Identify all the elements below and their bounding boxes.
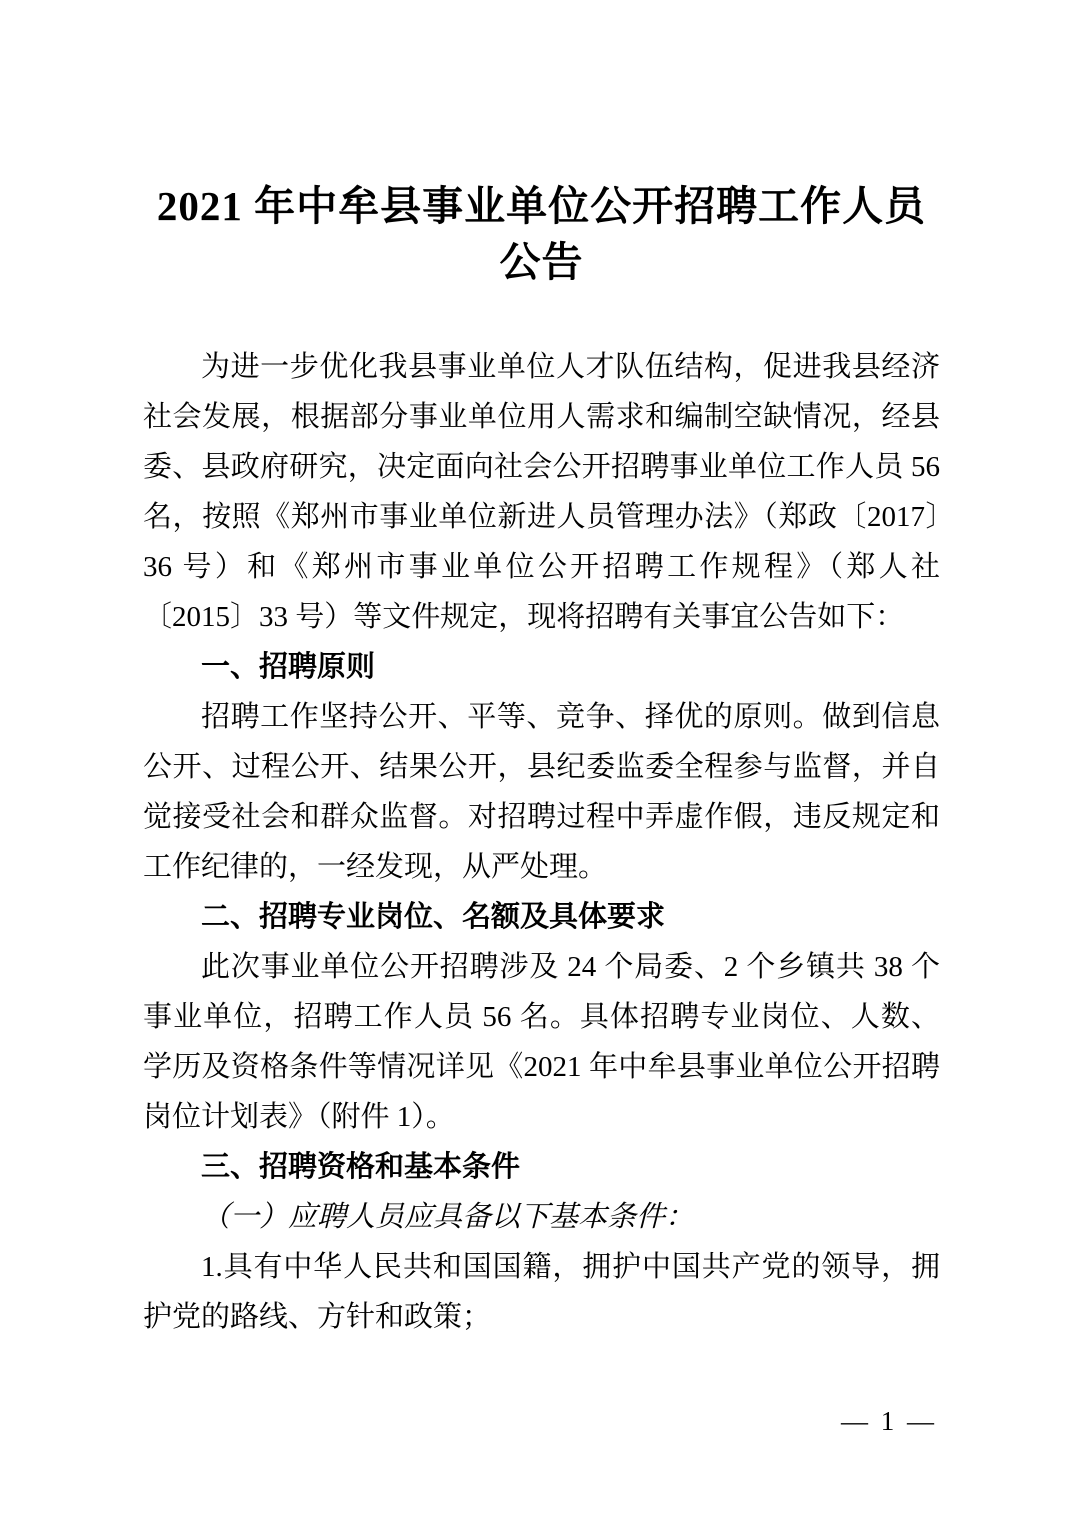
section-3-item-1: 1.具有中华人民共和国国籍，拥护中国共产党的领导，拥护党的路线、方针和政策；	[143, 1251, 940, 1333]
document-title-line-2: 公告	[499, 239, 584, 285]
document-title	[143, 178, 940, 290]
document-title-line-1: 2021 年中牟县事业单位公开招聘工作人员	[156, 183, 927, 229]
section-3-heading: 三、招聘资格和基本条件	[201, 1151, 521, 1183]
section-2-paragraph: 此次事业单位公开招聘涉及 24 个局委、2 个乡镇共 38 个事业单位，招聘工作人员 56 名。具体招聘专业岗位、人数、学历及资格条件等情况详见《2021 年中牟县事业单位公开招聘岗位计划表》（附件 1）。	[143, 951, 940, 1133]
section-2-heading: 二、招聘专业岗位、名额及具体要求	[201, 901, 666, 933]
page-number: — 1 —	[841, 1406, 937, 1436]
section-1-paragraph: 招聘工作坚持公开、平等、竞争、择优的原则。做到信息公开、过程公开、结果公开，县纪委监委全程参与监督，并自觉接受社会和群众监督。对招聘过程中弄虚作假，违反规定和工作纪律的，一经发现，从严处理。	[143, 701, 940, 883]
section-1-heading: 一、招聘原则	[201, 651, 376, 683]
intro-paragraph: 为进一步优化我县事业单位人才队伍结构，促进我县经济社会发展，根据部分事业单位用人需求和编制空缺情况，经县委、县政府研究，决定面向社会公开招聘事业单位工作人员 56 名，按照《郑州市事业单位新进人员管理办法》（郑政〔2017〕36 号）和《郑州市事业单位公开招聘工作规程》（郑人社〔2015〕33 号）等文件规定，现将招聘有关事宜公告如下：	[143, 351, 940, 633]
section-3-subheading: （一）应聘人员应具备以下基本条件：	[201, 1201, 695, 1233]
document-body	[143, 342, 940, 1342]
